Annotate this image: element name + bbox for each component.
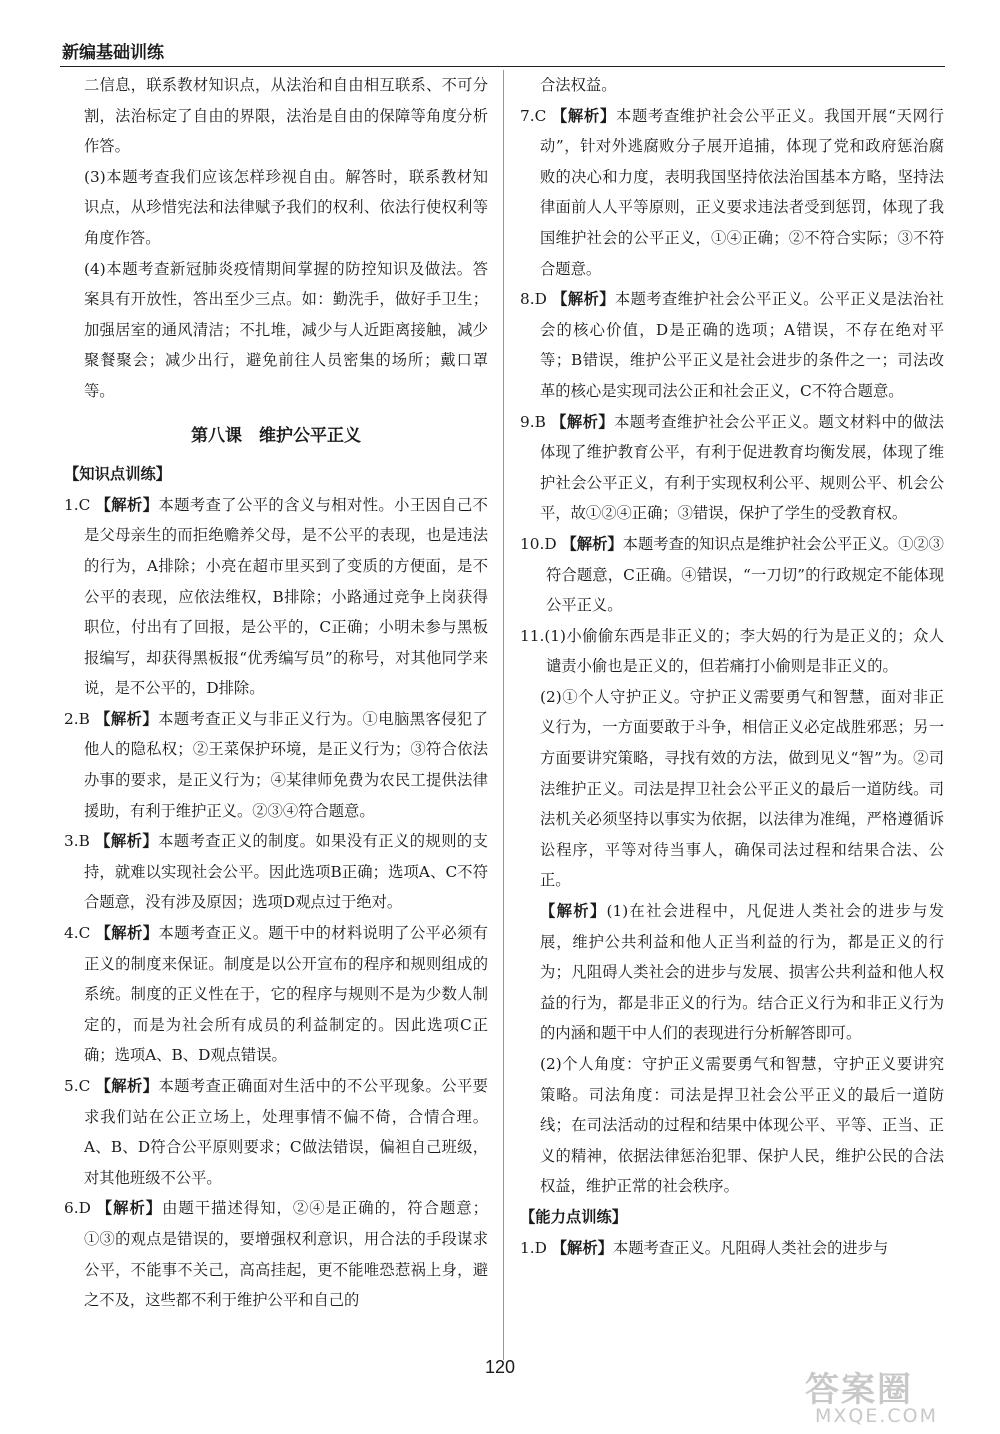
answer-text: 本题考查了公平的含义与相对性。小王因自己不是父母亲生的而拒绝赡养父母，是不公平的表现，也是违法的行为，A排除；小亮在超市里买到了变质的方便面，是不公平的表现，应依法维权，B排除；小路通过竞争上岗获得职位，付出有了回报，是公平的，C正确；小明未参与黑板报编写，却获得黑板报“优秀编写员”的称号，对其他同学来说，是不公平的，D排除。 — [84, 495, 488, 698]
answer-text: 由题干描述得知，②④是正确的，符合题意；①③的观点是错误的，要增强权利意识，用合法的手段谋求公平，不能事不关己，高高挂起，更不能唯恐惹祸上身，避之不及，这些都不利于维护公平和自己的 — [84, 1199, 488, 1310]
analysis-tag: 【解析】 — [96, 1199, 163, 1218]
answer-item — [64, 826, 488, 918]
analysis-tag: 【解析】 — [95, 709, 159, 728]
watermark-url: MXQE.COM — [815, 1405, 939, 1427]
answer-number: 8.D — [520, 290, 547, 309]
answer-item — [520, 284, 944, 406]
answer-number: 6.D — [64, 1199, 91, 1218]
answer-text: 本题考查维护社会公平正义。我国开展“天网行动”，针对外逃腐败分子展开追捕，体现了党和政府惩治腐败的决心和力度，表明我国坚持依法治国基本方略，坚持法律面前人人平等原则，正义要求违法者受到惩罚，体现了我国维护社会的公平正义，①④正确；②不符合实际；③不符合题意。 — [540, 106, 944, 278]
answer-number: 1.C — [64, 495, 91, 514]
right-column — [520, 70, 944, 1362]
answer-number: 4.C — [64, 924, 91, 943]
watermark-text: 答案圈 — [805, 1370, 913, 1410]
answer-item — [520, 1233, 944, 1264]
answer-number: 10.D — [520, 534, 557, 553]
paragraph-q4: (4)本题考查新冠肺炎疫情期间掌握的防控知识及做法。答案具有开放性，答出至少三点。如：勤洗手，做好手卫生；加强居室的通风清洁；不扎堆，减少与人近距离接触，减少聚餐聚会；减少出行，避免前往人员密集的场所；戴口罩等。 — [84, 259, 488, 400]
analysis-tag: 【解析】 — [95, 1077, 159, 1095]
analysis-tag: 【解析】 — [551, 412, 615, 431]
answer-text: 本题考查正确面对生活中的不公平现象。公平要求我们站在公正立场上，处理事情不偏不倚，合情合理。A、B、D符合公平原则要求；C做法错误，偏袒自己班级，对其他班级不公平。 — [84, 1077, 488, 1187]
paragraph-continuation: 二信息，联系教材知识点，从法治和自由相互联系、不可分割，法治标定了自由的界限，法治是自由的保障等角度分析作答。 — [84, 76, 488, 156]
answer-number: 9.B — [520, 412, 546, 431]
analysis-paragraph-2: (2)个人角度：守护正义需要勇气和智慧，守护正义要讲究策略。司法角度：司法是捍卫社会公平正义的最后一道防线；在司法活动的过程和结果中体现公平、平等、正当、正义的精神，依据法律惩治犯罪、保护人民，维护公民的合法权益，维护正常的社会秩序。 — [540, 1055, 944, 1196]
answer-number: 5.C — [64, 1077, 91, 1095]
answer-text: 本题考查正义的制度。如果没有正义的规则的支持，就难以实现社会公平。因此选项B正确；选项A、C不符合题意，没有涉及原因；选项D观点过于绝对。 — [84, 832, 488, 912]
answer-item — [64, 1193, 488, 1315]
page-number: 120 — [484, 1357, 516, 1377]
analysis-tag: 【解析】 — [561, 534, 623, 553]
sub-heading-knowledge: 【知识点训练】 — [64, 465, 172, 484]
answer-item — [64, 704, 488, 826]
answer-text: 本题考查正义与非正义行为。①电脑黑客侵犯了他人的隐私权；②王菜保护环境，是正义行为；③符合依法办事的要求，是正义行为；④某律师免费为农民工提供法律援助，有利于维护正义。②③④符合题意。 — [84, 709, 488, 820]
answer-text: 本题考查正义。凡阻碍人类社会的进步与 — [612, 1238, 889, 1257]
answer-item — [520, 101, 944, 285]
answer-item — [64, 490, 488, 704]
watermark-logo — [805, 1362, 985, 1428]
answer-item — [520, 529, 944, 621]
paragraph-q3: (3)本题考查我们应该怎样珍视自由。解答时，联系教材知识点，从珍惜宪法和法律赋予我们的权利、依法行使权利等角度作答。 — [84, 167, 488, 247]
answer-item — [64, 1071, 488, 1193]
answer-text: 本题考查维护社会公平正义。题文材料中的做法体现了维护教育公平，有利于促进教育均衡发展，体现了维护社会公平正义，有利于实现权利公平、规则公平、机会公平，故①②④正确；③错误，保护了学生的受教育权。 — [540, 412, 944, 523]
column-divider — [503, 70, 504, 1360]
analysis-paragraph — [520, 896, 944, 1049]
answer-item — [520, 621, 944, 682]
answer-item — [64, 918, 488, 1071]
answer-text-part2: (2)①个人守护正义。守护正义需要勇气和智慧，面对非正义行为，一方面要敢于斗争，相信正义必定战胜邪恶；另一方面要讲究策略，寻找有效的方法，做到见义“智”为。②司法维护正义。司法是捍卫社会公平正义的最后一道防线。司法机关必须坚持以事实为依据，以法律为准绳，严格遵循诉讼程序，平等对待当事人，确保司法过程和结果合法、公正。 — [540, 687, 944, 890]
paragraph-continuation: 合法权益。 — [540, 76, 617, 94]
answer-number: 11. — [520, 626, 545, 645]
sub-heading-ability: 【能力点训练】 — [520, 1207, 628, 1226]
analysis-text: (1)在社会进程中，凡促进人类社会的进步与发展，维护公共利益和他人正当利益的行为，都是正义的行为；凡阻碍人类社会的进步与发展、损害公共利益和他人权益的行为，都是非正义的行为。结合正义行为和非正义行为的内涵和题干中人们的表现进行分析解答即可。 — [540, 902, 944, 1043]
answer-number: 3.B — [64, 832, 90, 851]
answer-text: 本题考查正义。题干中的材料说明了公平必须有正义的制度来保证。制度是以公开宣布的程序和规则组成的系统。制度的正义性在于，它的程序与规则不是为少数人制定的，而是为社会所有成员的利益制定的。因此选项C正确；选项A、B、D观点错误。 — [84, 924, 488, 1065]
analysis-tag: 【解析】 — [540, 902, 607, 921]
left-column — [64, 70, 488, 1362]
analysis-tag: 【解析】 — [551, 106, 616, 125]
analysis-tag: 【解析】 — [95, 832, 159, 851]
analysis-tag: 【解析】 — [551, 1238, 613, 1257]
analysis-tag: 【解析】 — [95, 924, 159, 943]
answer-text: (1)小偷偷东西是非正义的；李大妈的行为是正义的；众人谴责小偷也是正义的，但若痛打小偷则是非正义的。 — [544, 626, 944, 676]
answer-number: 7.C — [520, 106, 547, 125]
answer-number: 2.B — [64, 709, 90, 728]
answer-text: 本题考查维护社会公平正义。公平正义是法治社会的核心价值，D是正确的选项；A错误，不存在绝对平等；B错误，维护公平正义是社会进步的条件之一；司法改革的核心是实现司法公正和社会正义，C不符合题意。 — [540, 290, 944, 400]
answer-text: 本题考查的知识点是维护社会公平正义。①②③符合题意，C正确。④错误，“一刀切”的行政规定不能体现公平正义。 — [546, 534, 944, 615]
analysis-tag: 【解析】 — [552, 290, 615, 309]
analysis-tag: 【解析】 — [95, 495, 159, 514]
answer-item — [520, 407, 944, 529]
section-title: 第八课 维护公平正义 — [191, 425, 361, 446]
answer-number: 1.D — [520, 1238, 547, 1257]
header-divider — [60, 66, 945, 67]
book-title: 新编基础训练 — [62, 43, 164, 63]
